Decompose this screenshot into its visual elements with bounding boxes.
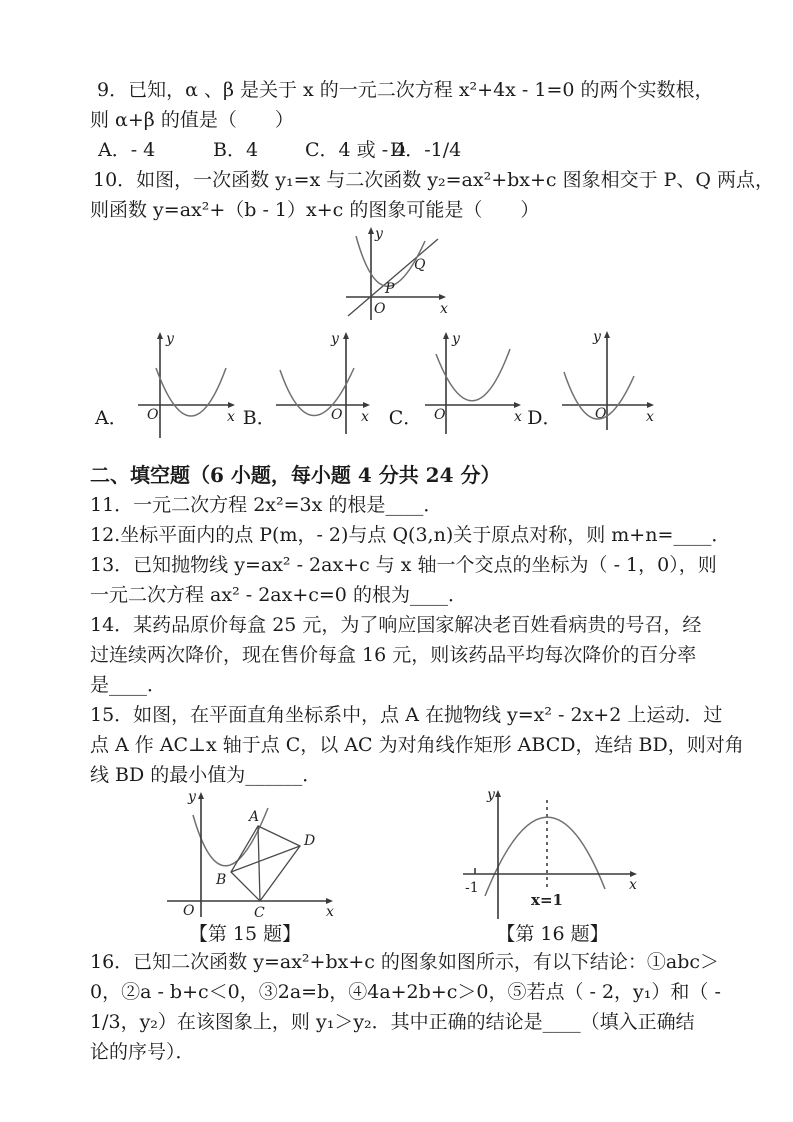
point-a-label: A [249,809,260,825]
x-axis-label: x [226,409,235,425]
origin-label: O [146,407,159,423]
y-axis-label: y [452,331,461,347]
y-axis-arrow-icon [443,332,449,339]
diagonal-bd [231,846,300,872]
q10-choices-row [90,324,710,438]
q10-line-1: 10．如图，一次函数 y₁=x 与二次函数 y₂=ax²+bx+c 图象相交于 P、Q 两点， [93,169,775,191]
choice-d-graph [562,326,657,438]
y-axis-arrow-icon [368,227,374,234]
figure-15-caption: 【第 15 题】 [188,923,302,945]
y-axis-label: y [487,787,495,803]
figure-15-block [145,784,345,947]
q9-option-a: A．- 4 [98,139,156,161]
x-axis-label: x [646,409,655,425]
y-axis-label: y [188,789,196,805]
q9-line-2: 则 α+β 的值是（ ） [90,109,294,131]
q10-line-2: 则函数 y=ax²+（b - 1）x+c 的图象可能是（ ） [90,199,540,221]
origin-label: O [434,407,446,423]
neg-one-label: -1 [465,880,479,896]
x-axis-arrow-icon [439,294,446,300]
figure-16-caption: 【第 16 题】 [496,923,609,945]
section-2-heading: 二、填空题（6 小题，每小题 4 分共 24 分） [90,463,501,487]
x-axis-arrow-icon [514,402,521,408]
line-y-equals-x [348,239,438,316]
figure-16-block [455,784,650,947]
origin-label: O [595,406,607,422]
q16-line-4: 论的序号）． [90,1041,195,1063]
q13-line-2: 一元二次方程 ax² - 2ax+c=0 的根为____． [90,584,467,606]
parabola-curve [156,368,226,416]
choice-b-graph [276,326,372,438]
figure-15-graph [145,784,345,919]
point-c-label: C [254,905,265,919]
q14-line-2: 过连续两次降价，现在售价每盒 16 元，则该药品平均每次降价的百分率 [90,644,697,666]
y-axis-arrow-icon [198,792,204,799]
q9-line-1: 9．已知，α 、β 是关于 x 的一元二次方程 x²+4x - 1=0 的两个实数根， [97,79,714,101]
rectangle-abcd [231,826,300,901]
y-axis-arrow-icon [495,790,501,797]
q14-line-3: 是____． [90,674,167,696]
diagonal-ac [258,826,260,901]
x-axis-label: x [514,409,523,425]
x-axis-arrow-icon [228,402,235,408]
x-axis-label: x [326,904,334,919]
y-axis-label: y [330,331,339,347]
q9-option-d: D．-1/4 [390,139,462,161]
q16-line-3: 1/3，y₂）在该图象上，则 y₁＞y₂．其中正确的结论是____（填入正确结 [90,1011,695,1033]
y-axis-label: y [593,329,602,345]
y-axis-label: y [165,331,174,347]
q14-line-1: 14．某药品原价每盒 25 元，为了响应国家解决老百姓看病贵的号召，经 [90,614,702,636]
choice-c-graph [422,326,527,438]
choice-c-letter: C． [388,407,423,429]
origin-label: O [374,301,386,317]
x-axis-arrow-icon [363,402,370,408]
q16-line-2: 0，②a - b+c＜0，③2a=b，④4a+2b+c＞0，⑤若点（ - 2，y₁）和（ - [90,981,721,1003]
q15-line-3: 线 BD 的最小值为______． [90,764,322,786]
choice-a-graph [136,326,241,438]
parabola-curve [280,368,354,416]
point-p-label: P [385,281,395,297]
axis-of-symmetry-label: x=1 [531,891,563,909]
y-axis-arrow-icon [157,332,163,339]
figures-row [145,784,710,947]
x-axis-label: x [440,301,448,317]
figure-16-graph [455,784,650,919]
q9-option-b: B．4 [213,139,259,161]
q15-line-2: 点 A 作 AC⊥x 轴于点 C，以 AC 为对角线作矩形 ABCD，连结 BD，则对角 [90,734,744,756]
q9-options-row [90,135,710,165]
q10-stem-graph [338,226,453,322]
origin-label: O [183,903,195,919]
x-axis-label: x [360,409,369,425]
x-axis-arrow-icon [647,402,654,408]
q11-line-1: 11．一元二次方程 2x²=3x 的根是____． [90,494,443,516]
q16-line-1: 16．已知二次函数 y=ax²+bx+c 的图象如图所示，有以下结论：①abc＞ [90,951,720,973]
point-d-label: D [304,833,316,849]
choice-d-letter: D． [527,407,562,429]
choice-a-letter: A． [95,407,128,429]
origin-label: O [330,407,343,423]
y-axis-arrow-icon [604,331,610,338]
y-axis-label: y [375,226,383,242]
point-b-label: B [216,872,227,888]
q13-line-1: 13．已知抛物线 y=ax² - 2ax+c 与 x 轴一个交点的坐标为（ - 1，0），则 [90,554,717,576]
parabola-curve [436,349,510,401]
page-content [90,75,775,1067]
q15-line-1: 15．如图，在平面直角坐标系中，点 A 在抛物线 y=x² - 2x+2 上运动．过 [90,704,723,726]
x-axis-label: x [629,877,637,893]
q12-line-1: 12.坐标平面内的点 P(m，- 2)与点 Q(3,n)关于原点对称，则 m+n=____． [90,524,731,546]
q9-option-c: C．4 或 - 4 [305,139,407,161]
point-q-label: Q [414,257,426,273]
parabola-curve [485,817,605,896]
choice-b-letter: B． [242,407,276,429]
y-axis-arrow-icon [343,332,349,339]
